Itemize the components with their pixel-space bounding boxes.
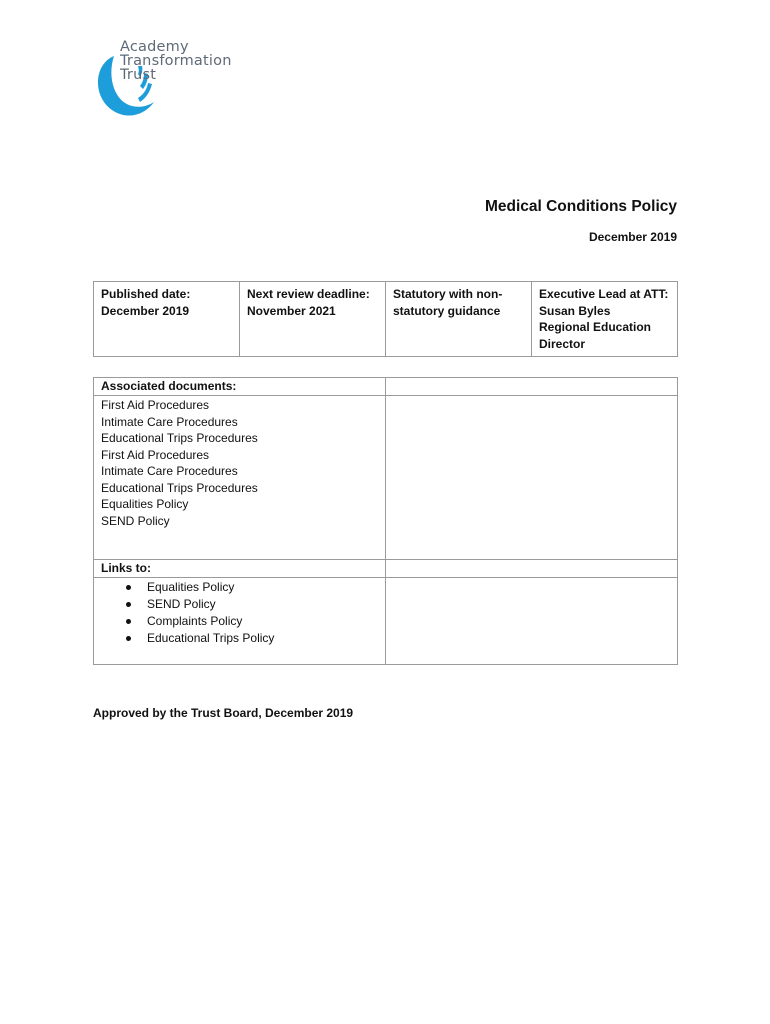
links-list-cell xyxy=(94,578,386,665)
logo-wordmark xyxy=(120,40,232,82)
review-value: November 2021 xyxy=(247,303,336,318)
associated-item: SEND Policy xyxy=(101,513,170,528)
empty-header-cell xyxy=(386,560,678,578)
executive-lead-label: Executive Lead at ATT: xyxy=(539,287,669,301)
logo-line-1: Academy xyxy=(120,39,189,55)
link-item xyxy=(101,630,378,647)
link-item-label: Equalities Policy xyxy=(147,580,235,594)
executive-lead-role-1: Regional Education xyxy=(539,320,652,334)
executive-lead-cell xyxy=(532,282,678,357)
link-item-label: SEND Policy xyxy=(147,597,216,611)
empty-body-cell xyxy=(386,396,678,560)
bullet-icon xyxy=(126,585,131,590)
empty-body-cell xyxy=(386,578,678,665)
published-label: Published date: xyxy=(101,287,191,301)
document-title: Medical Conditions Policy xyxy=(484,198,677,215)
associated-item: Educational Trips Procedures xyxy=(101,480,258,495)
associated-item: Intimate Care Procedures xyxy=(101,414,238,429)
statutory-line-2: statutory guidance xyxy=(393,303,501,318)
document-date: December 2019 xyxy=(588,230,677,244)
approval-statement: Approved by the Trust Board, December 2019 xyxy=(93,706,354,720)
associated-item: First Aid Procedures xyxy=(101,398,210,412)
associated-heading: Associated documents: xyxy=(94,378,386,396)
bullet-icon xyxy=(126,619,131,624)
associated-list xyxy=(94,396,386,560)
associated-item: First Aid Procedures xyxy=(101,447,210,462)
review-label: Next review deadline: xyxy=(247,287,370,301)
link-item xyxy=(101,613,378,630)
logo-line-2: Transformation xyxy=(120,53,232,69)
logo-line-3: Trust xyxy=(120,67,157,83)
bullet-icon xyxy=(126,602,131,607)
published-value: December 2019 xyxy=(101,303,190,318)
link-item xyxy=(101,596,378,613)
executive-lead-role-2: Director xyxy=(539,336,586,351)
associated-item: Intimate Care Procedures xyxy=(101,464,238,478)
link-item xyxy=(101,579,378,596)
associated-documents-table xyxy=(93,377,678,665)
links-list xyxy=(101,579,378,647)
link-item-label: Complaints Policy xyxy=(147,614,243,628)
executive-lead-name: Susan Byles xyxy=(539,303,611,318)
statutory-cell xyxy=(386,282,532,357)
bullet-icon xyxy=(126,636,131,641)
published-cell xyxy=(94,282,240,357)
links-heading: Links to: xyxy=(94,560,386,578)
associated-item: Equalities Policy xyxy=(101,497,189,511)
empty-header-cell xyxy=(386,378,678,396)
associated-item: Educational Trips Procedures xyxy=(101,431,258,445)
trust-logo xyxy=(92,40,252,120)
policy-info-table xyxy=(93,281,678,357)
link-item-label: Educational Trips Policy xyxy=(147,631,275,645)
review-cell xyxy=(240,282,386,357)
statutory-line-1: Statutory with non- xyxy=(393,287,503,301)
